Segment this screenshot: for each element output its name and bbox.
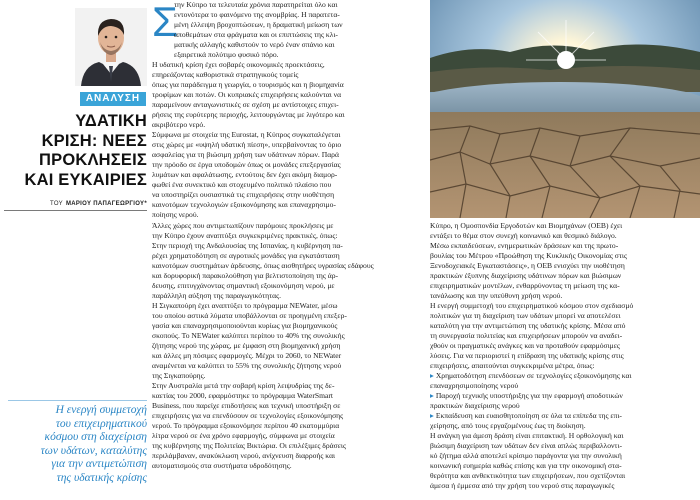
text-line: ρέχει χρηματοδότηση σε αγροτικές μονάδες για εγκατάσταση [152,251,340,260]
text-line: ζήτησης νερού της χώρας, με έμφαση στη βιομηχανική χρήση [152,341,341,350]
text-line: άμεσα ή έμμεσα από την χρήση του νερού στις παραγωγικές [430,481,615,490]
article-body-right [430,221,698,491]
text-line: επιχειρήσεις για να επενδύσουν σε τεχνολογίες εξοικονόμησης [152,411,344,420]
text-line: πολιτικών για τη διαχείριση των υδάτων μπορεί να αποτελέσει [430,311,621,320]
bullet-icon: ▸ [430,371,434,380]
paragraph [152,221,428,471]
text-line: πρακτικών έξυπνης διαχείρισης υδάτινων πόρων και βιώσιμων [430,271,622,280]
text-line: και άλλες μη πόσιμες εφαρμογές. Μέχρι το 2060, το NEWater [152,351,342,360]
bullet-list [430,371,698,431]
pull-quote-line: της υδατικής κρίσης [56,471,147,484]
paragraph [430,431,698,491]
text-line: Άλλες χώρες που αντιμετωπίζουν παρόμοιες προκλήσεις με [152,221,334,230]
text-line: Κύπρο, η Ομοσπονδία Εργοδοτών και Βιομηχάνων (ΟΕΒ) έχει [430,221,623,230]
text-line: περιλάμβαναν, ανακύκλωση νερού, ανίχνευση διαρροής και [152,451,336,460]
text-line: να υποστηρίζει ουσιαστικά τις επιχειρήσεις στην υιοθέτηση [152,190,335,199]
byline-author: ΜΑΡΙΟΥ ΠΑΠΑΓΕΩΡΓΙΟΥ* [65,201,147,207]
text-line: της Σιγκαπούρης. [152,371,206,380]
text-line: και δορυφορική παρακολούθηση για βελτιστοποίηση της άρ- [152,271,339,280]
paragraph [430,221,698,371]
text-line: Η υδατική κρίση έχει σοβαρές οικονομικές προεκτάσεις, [152,60,325,69]
bullet-text: ▸ Εκπαίδευση και ευαισθητοποίηση σε όλα τα επίπεδα της επι- [430,411,622,420]
text-line: Στην περιοχή της Ανδαλουσίας της Ισπανίας, η κυβέρνηση πα- [152,241,343,250]
text-line: αναμένεται να καλύπτει το 55% της συνολικής ζήτησης νερού [152,361,342,370]
text-line: όπως για παράδειγμα η γεωργία, ο τουρισμός και η βιομηχανία [152,80,344,89]
text-line: αποθεμάτων στα φράγματα και οι επιπτώσεις της κλι- [174,30,338,39]
pull-quote-line: του επιχειρηματικού [55,417,147,430]
drop-cap: Σ [152,0,178,45]
pull-quote-line: κόσμου στη διαχείριση [44,431,147,443]
byline [4,200,147,208]
text-line: επιχειρήσεις, απαιτούνται συγκεκριμένα μέτρα, όπως: [430,361,595,370]
text-line: κό ζήτημα αλλά αποτελεί κρίσιμο παράγοντα για την συνολική [430,451,622,460]
cracked-earth-photo [430,0,700,218]
pull-quote-divider [8,400,147,401]
headline-line: ΚΑΙ ΕΥΚΑΙΡΙΕΣ [24,170,147,189]
author-portrait-icon [75,8,147,86]
headline-line: ΥΔΑΤΙΚΗ [75,112,147,130]
text-line: τη συνεργασία πολιτείας και επιχειρήσεων μπορούν να αναδει- [430,331,623,340]
text-line: επηρεάζοντας καθοριστικά στρατηγικούς τομείς [152,70,299,79]
section-label: ΑΝΑΛΥΣΗ [80,92,146,106]
text-line: αυτοματισμούς στα συστήματα υδροδότησης. [152,461,292,470]
bullet-text: ▸ Χρηματοδότηση επενδύσεων σε τεχνολογίες εξοικονόμησης και [430,371,632,380]
text-line: σκοπούς. Το NEWater καλύπτει περίπου το 40% της συνολικής [152,331,345,340]
text-line: στις χώρες με «υψηλή υδατική πίεση», υπερβαίνοντας το όριο [152,140,342,149]
text-line: Μέσω εκπαιδεύσεων, ενημερωτικών δράσεων και της πρωτο- [430,241,619,250]
text-line: εντονότερα το φαινόμενο της ανομβρίας. Η παρατετα- [174,10,340,19]
text-line: Σύμφωνα με στοιχεία της Eurostat, η Κύπρος συγκαταλέγεται [152,130,341,139]
text-line: μένη έλλειψη βροχοπτώσεων, η δραματική μείωση των [174,20,343,29]
text-line: βιώσιμη διαχείριση των υδάτων δεν είναι απλώς περιβαλλοντι- [430,441,623,450]
drought-landscape-icon [430,0,700,218]
text-line: εξαιρετικά πολύτιμο φυσικό πόρο. [174,50,279,59]
text-line: ακριβότερο νερό. [152,120,206,129]
text-line: τανάλωσης και την υπεύθυνη χρήση νερού. [430,291,563,300]
article-body-middle [152,221,428,471]
bullet-icon: ▸ [430,391,434,400]
bullet-item [430,411,698,431]
pull-quote-line: των υδάτων, καταλύτης [40,444,147,457]
text-line: φωθεί ένα συνεκτικό και στοχευμένο πολιτικό πλαίσιο που [152,180,332,189]
text-line: λίτρα νερού σε ένα χρόνο εφαρμογής, σύμφωνα με στοιχεία [152,431,335,440]
text-line: ασφαλείας για τη βιώσιμη χρήση των υδάτινων πόρων. Παρά [152,150,339,159]
text-line: Η ενεργή συμμετοχή του επιχειρηματικού κόσμου στον σχεδιασμό [430,301,634,310]
text-line: εντάξει το θέμα στον συνεχή κοινωνικό και θεσμικό διάλογο. [430,231,617,240]
bullet-text: πρακτικών διαχείρισης νερού [430,401,520,410]
bullet-text: ▸ Παροχή τεχνικής υποστήριξης για την εφαρμογή αποδοτικών [430,391,623,400]
text-line: του οποίου αστικά λύματα υποβάλλονται σε προηγμένη επεξερ- [152,311,347,320]
text-line: βουλίας του Μέτρου «Προώθηση της Κυκλικής Οικονομίας στις [430,251,627,260]
headline-line: ΚΡΙΣΗ: ΝΕΕΣ [41,131,147,150]
bullet-text: χείρησης, από τους εργαζομένους έως τη διοίκηση. [430,421,586,430]
text-line: νερού. Το πρόγραμμα εξοικονόμησε περίπου 40 εκατομμύρια [152,421,340,430]
left-column [0,0,148,500]
text-line: καετίας του 2000, εφαρμόστηκε το πρόγραμμα WaterSmart [152,391,334,400]
text-line: δευσης, επιτυγχάνοντας σημαντική εξοικονόμηση νερού, με [152,281,335,290]
text-line: λυμάτων και αφαλάτωσης, εντούτοις δεν έχει ακόμη διαμορ- [152,170,338,179]
text-line: την πρόοδο σε έργα υποδομών όπως οι μονάδες επεξεργασίας [152,160,341,169]
text-line: Ξενοδοχειακές Εγκαταστάσεις», η ΟΕΒ ενισχύει την υιοθέτηση [430,261,625,270]
text-line: παραμείνουν ανταγωνιστικές σε σχέση με αντίστοιχες επιχει- [152,100,339,109]
text-line: την Κύπρο τα τελευταία χρόνια παρατηρείται όλο και [174,0,338,9]
headline-line: ΠΡΟΚΛΗΣΕΙΣ [39,151,147,169]
text-line: παράλληλη αύξηση της παραγωγικότητας. [152,291,282,300]
text-line: Στην Αυστραλία μετά την σοβαρή κρίση λειψυδρίας της δε- [152,381,335,390]
text-line: λύσεις. Για να περιοριστεί η επίδραση της υδατικής κρίσης στις [430,351,624,360]
bullet-item [430,371,698,391]
pull-quote-line: για την αντιμετώπιση [51,458,147,470]
bullet-text: επαναχρησιμοποίησης νερού [430,381,519,390]
text-line: χθούν οι πραγματικές ανάγκες και να προταθούν εφαρμόσιμες [430,341,620,350]
pull-quote [4,404,147,485]
text-line: τροφίμων και ποτών. Οι κυπριακές επιχειρήσεις καλούνται να [152,90,342,99]
text-line: ρήσεις της ευρύτερης περιοχής, λειτουργώντας με λιγότερο και [152,110,345,119]
text-line: την Κύπρο έχουν αναπτύξει συγκεκριμένες πρακτικές, όπως: [152,231,338,240]
headline [4,112,147,190]
text-line: θερότητα και ανθεκτικότητα των επιχειρήσεων, που σχετίζονται [430,471,626,480]
text-line: ματικής αλλαγής καθιστούν το νερό έναν σπάνιο και [174,40,335,49]
text-line: της κυβέρνησης της Πολιτείας Βικτώρια. Οι επιλέξιμες δράσεις [152,441,346,450]
text-line: καινοτόμων συστημάτων άρδευσης, όπως αισθητήρες υγρασίας εδάφους [152,261,374,270]
text-line: καταλύτη για την αντιμετώπιση της υδατικής κρίσης. Μέσα από [430,321,626,330]
intro-paragraph [152,0,428,60]
text-line: επιχειρηματικών μοντέλων, ενθαρρύνοντας τη μείωση της κα- [430,281,620,290]
text-line: καινοτόμων τεχνολογιών εξοικονόμησης και επαναχρησιμο- [152,200,336,209]
text-line: κοινωνική ευημερία καθώς επίσης και για την οικονομική στα- [430,461,622,470]
byline-prefix: ΤΟΥ [50,201,63,207]
paragraph [152,130,428,220]
article-intro [152,0,428,220]
byline-divider [4,210,147,211]
author-photo [75,8,147,86]
text-line: Η Σιγκαπούρη έχει αναπτύξει το πρόγραμμα NEWater, μέσω [152,301,338,310]
text-line: Business, που παρείχε επιδοτήσεις και τεχνική υποστήριξη σε [152,401,341,410]
bullet-item [430,391,698,411]
paragraph [152,60,428,130]
text-line: ποίησης νερού. [152,210,199,219]
bullet-icon: ▸ [430,411,434,420]
text-line: Η ανάγκη για άμεση δράση είναι επιτακτική. Η ορθολογική και [430,431,624,440]
pull-quote-line: Η ενεργή συμμετοχή [55,404,147,416]
text-line: γασία και επαναχρησιμοποιούνται κυρίως για βιομηχανικούς [152,321,338,330]
